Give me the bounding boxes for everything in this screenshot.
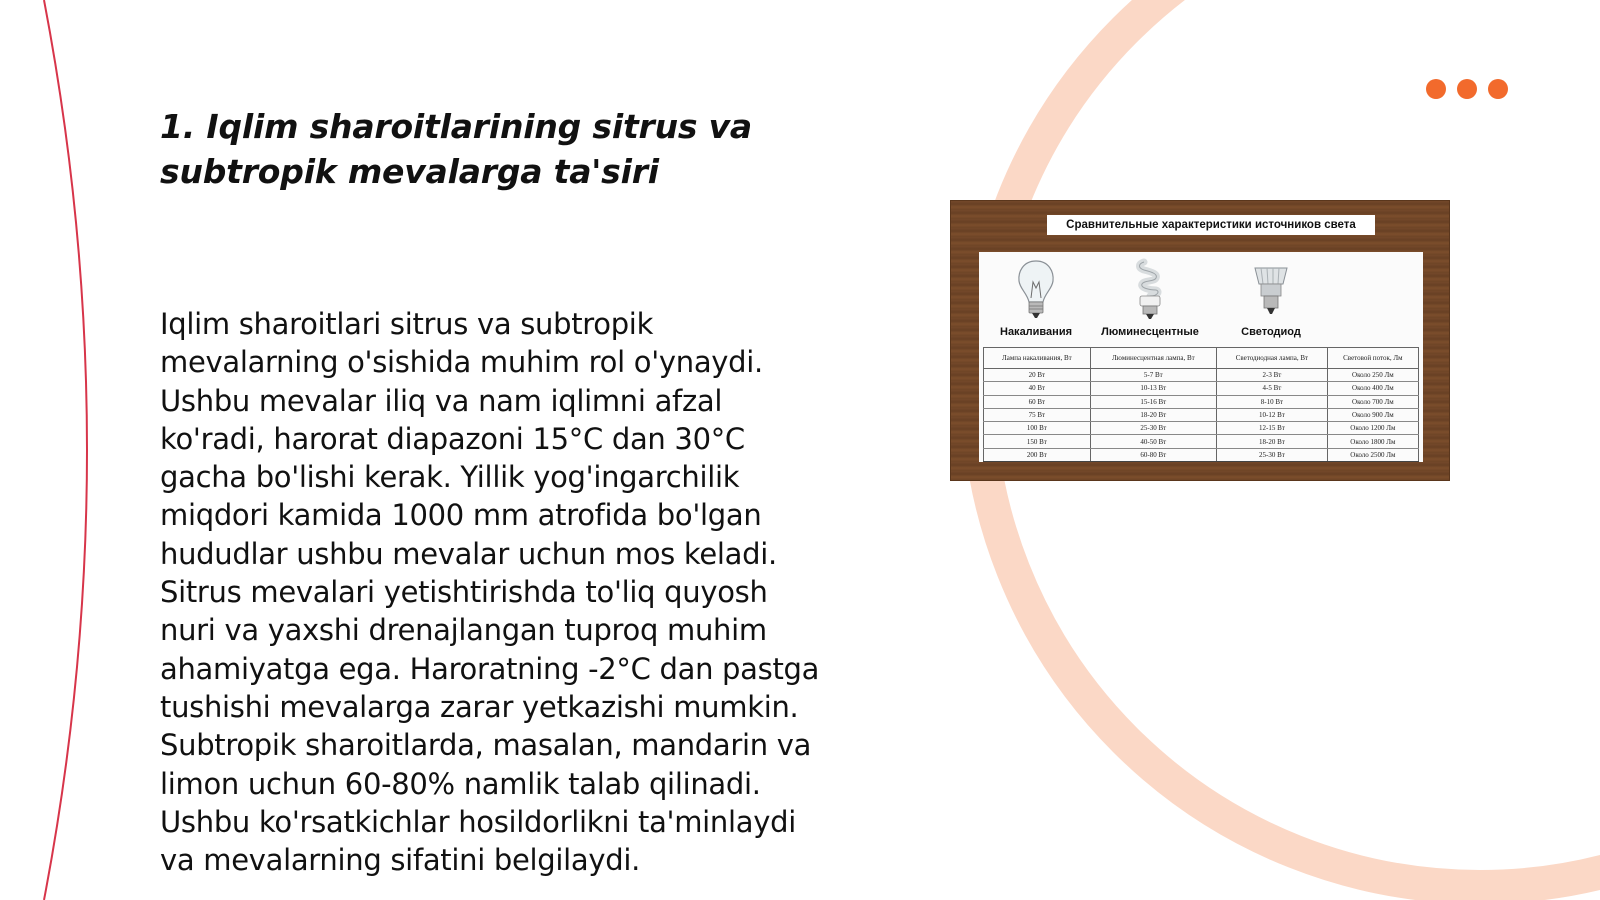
table-cell: 18-20 Вт: [1090, 408, 1216, 421]
table-cell: Около 900 Лм: [1327, 408, 1418, 421]
dot: [1457, 79, 1477, 99]
table-cell: 4-5 Вт: [1217, 382, 1328, 395]
decorative-left-curve: [44, 0, 87, 900]
lamp-led: [1211, 258, 1331, 338]
more-dots-icon[interactable]: [1426, 79, 1508, 99]
table-cell: 20 Вт: [984, 369, 1091, 382]
table-cell: 60 Вт: [984, 395, 1091, 408]
table-row: [984, 369, 1419, 382]
column-header: Светодиодная лампа, Вт: [1217, 348, 1328, 369]
lamp-fluorescent: [1090, 258, 1210, 338]
lamp-incandescent: [976, 258, 1096, 338]
column-header: Световой поток, Лм: [1327, 348, 1418, 369]
table-row: [984, 382, 1419, 395]
table-row: [984, 435, 1419, 448]
slide-body-text: Iqlim sharoitlari sitrus va subtropik mevalarning o'sishida muhim rol o'ynaydi. Ushbu mevalar iliq va nam iqlimni afzal ko'radi, harorat diapazoni 15°C dan 30°C gacha bo'lishi kerak. Yillik yog'ingarchilik miqdori kamida 1000 mm atrofida bo'lgan hududlar ushbu mevalar uchun mos keladi. Sitrus mevalari yetishtirishda to'liq quyosh nuri va yaxshi drenajlangan tuproq muhim ahamiyatga ega. Haroratning -2°C dan pastga tushishi mevalarga zarar yetkazishi mumkin. Subtropik sharoitlarda, masalan, mandarin va limon uchun 60-80% namlik talab qilinadi. Ushbu ko'rsatkichlar hosildorlikni ta'minlaydi va mevalarning sifatini belgilaydi.: [160, 307, 820, 878]
table-cell: 25-30 Вт: [1217, 448, 1328, 461]
table-cell: 5-7 Вт: [1090, 369, 1216, 382]
light-comparison-table: [983, 347, 1419, 462]
table-cell: 25-30 Вт: [1090, 422, 1216, 435]
fluorescent-bulb-icon: [1128, 258, 1172, 322]
column-header: Лампа накаливания, Вт: [984, 348, 1091, 369]
infographic-panel: [979, 252, 1423, 462]
table-cell: 150 Вт: [984, 435, 1091, 448]
lamp-label-led: Светодиод: [1241, 326, 1301, 338]
table-cell: 75 Вт: [984, 408, 1091, 421]
table-cell: Около 1800 Лм: [1327, 435, 1418, 448]
slide-title: 1. Iqlim sharoitlarining sitrus va subtropik mevalarga ta'siri: [160, 107, 753, 191]
table-cell: 10-13 Вт: [1090, 382, 1216, 395]
table-cell: 12-15 Вт: [1217, 422, 1328, 435]
table-cell: Около 250 Лм: [1327, 369, 1418, 382]
light-sources-infographic: [950, 200, 1450, 481]
table-cell: Около 400 Лм: [1327, 382, 1418, 395]
table-row: [984, 448, 1419, 461]
lamp-label-incandescent: Накаливания: [1000, 326, 1072, 338]
table-cell: 10-12 Вт: [1217, 408, 1328, 421]
table-cell: 2-3 Вт: [1217, 369, 1328, 382]
table-cell: Около 700 Лм: [1327, 395, 1418, 408]
table-cell: Около 2500 Лм: [1327, 448, 1418, 461]
dot: [1488, 79, 1508, 99]
infographic-title: Сравнительные характеристики источников света: [1047, 215, 1375, 235]
table-header-row: [984, 348, 1419, 369]
incandescent-bulb-icon: [1014, 258, 1058, 322]
table-cell: 18-20 Вт: [1217, 435, 1328, 448]
table-cell: 40-50 Вт: [1090, 435, 1216, 448]
table-row: [984, 408, 1419, 421]
table-cell: Около 1200 Лм: [1327, 422, 1418, 435]
column-header: Люминесцентная лампа, Вт: [1090, 348, 1216, 369]
led-bulb-icon: [1249, 258, 1293, 322]
table-cell: 40 Вт: [984, 382, 1091, 395]
table-cell: 60-80 Вт: [1090, 448, 1216, 461]
dot: [1426, 79, 1446, 99]
table-cell: 100 Вт: [984, 422, 1091, 435]
table-cell: 15-16 Вт: [1090, 395, 1216, 408]
table-row: [984, 422, 1419, 435]
table-cell: 8-10 Вт: [1217, 395, 1328, 408]
lamp-label-fluorescent: Люминесцентные: [1101, 326, 1199, 338]
table-row: [984, 395, 1419, 408]
table-cell: 200 Вт: [984, 448, 1091, 461]
